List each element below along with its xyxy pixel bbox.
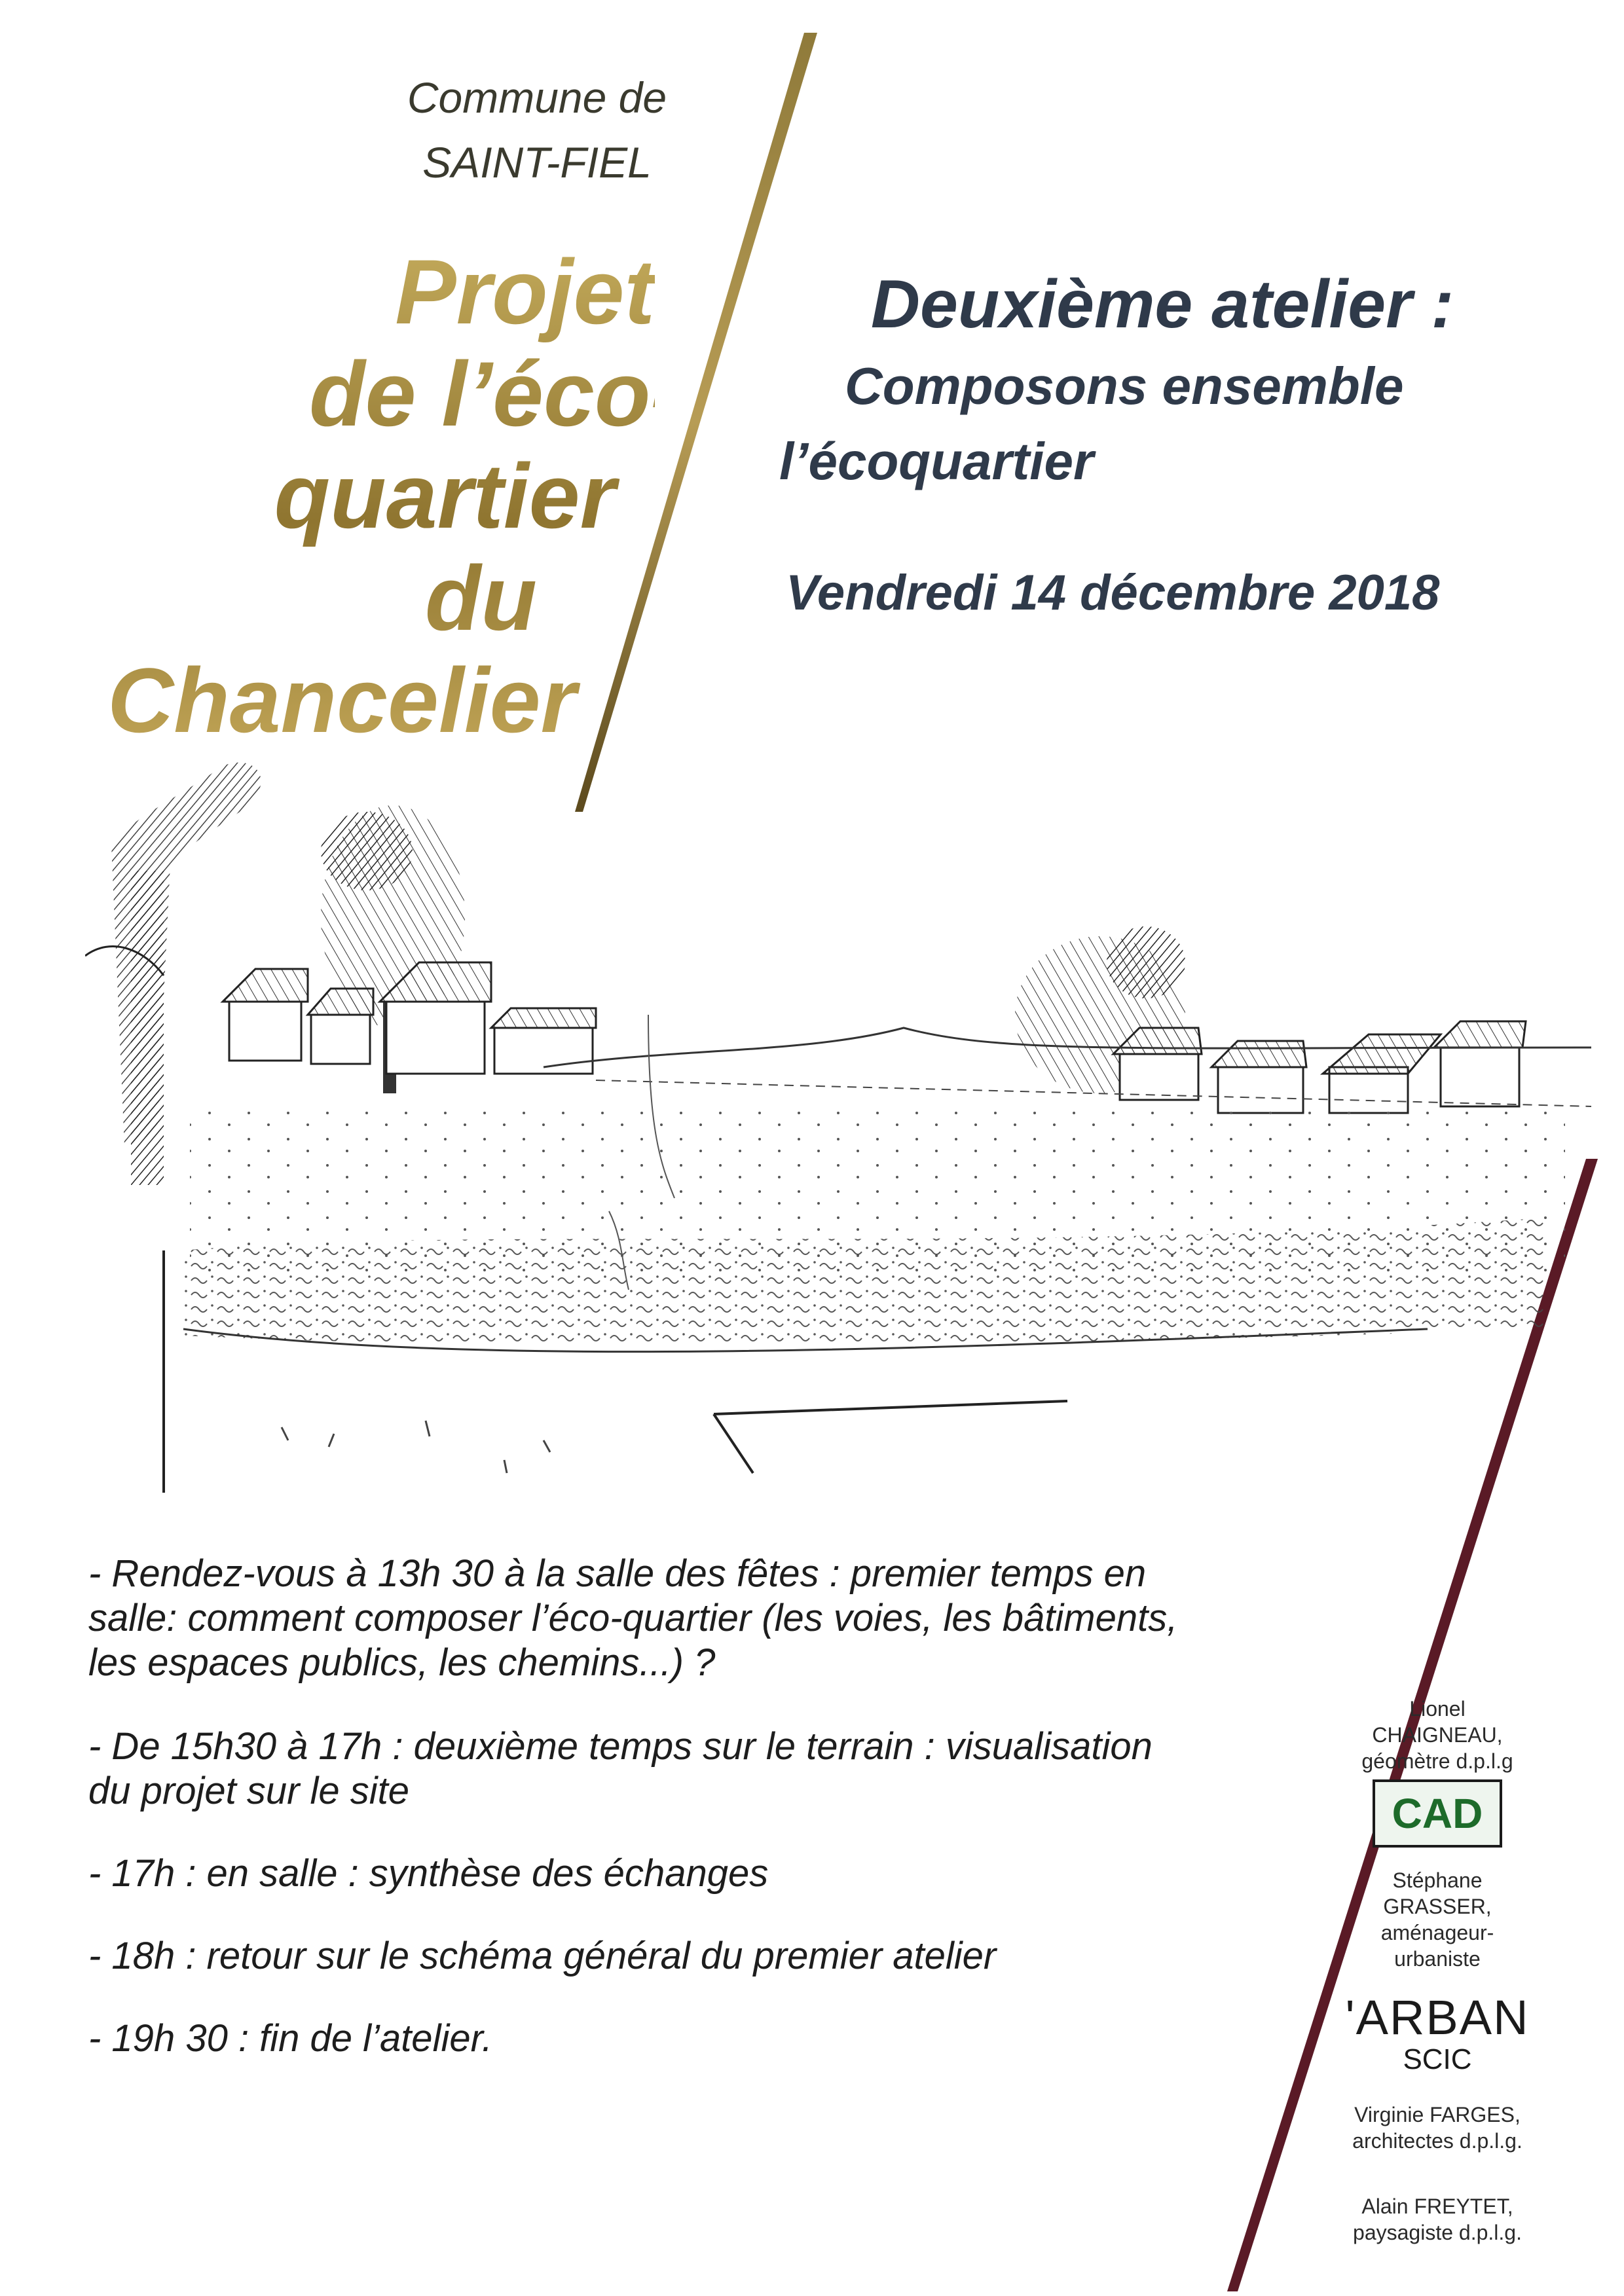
credit-2-lastname: GRASSER, [1383,1895,1492,1918]
project-title-line4: du [424,547,537,649]
credit-1-firstname: Lionel [1409,1697,1466,1721]
credits-block [1329,1696,1545,2246]
project-title-line1: Projet [395,240,655,343]
credit-4-name: Alain FREYTET, [1361,2195,1513,2218]
project-title [39,240,681,752]
commune-line2: SAINT-FIEL [422,138,652,187]
atelier-title: Deuxième atelier : [870,266,1454,342]
event-date: Vendredi 14 décembre 2018 [786,565,1440,621]
atelier-subtitle-line1: Composons ensemble [845,357,1404,415]
credit-4-role: paysagiste d.p.l.g. [1353,2221,1522,2244]
credit-1-role: géomètre d.p.l.g [1361,1749,1513,1773]
credit-2-role-line2: urbaniste [1394,1947,1481,1971]
program-item-4: - 18h : retour sur le schéma général du premier atelier [88,1935,997,1977]
credit-2-role-line1: aménageur- [1380,1921,1494,1944]
commune-line1: Commune de [407,73,667,122]
atelier-subtitle-line2: l’écoquartier [779,432,1094,490]
project-title-line3: quartier [274,445,616,547]
atelier-heading [766,262,1559,498]
credit-3-name: Virginie FARGES, [1354,2103,1521,2126]
arban-logo-subtitle: SCIC [1403,2043,1472,2075]
project-title-line5: Chancelier [107,649,576,752]
commune-header [282,65,792,195]
cad-logo: CAD [1373,1779,1502,1848]
program-item-5: - 19h 30 : fin de l’atelier. [88,2017,492,2060]
program-item-2: - De 15h30 à 17h : deuxième temps sur le terrain : visualisation du projet sur le site [88,1725,1153,1812]
credit-1-lastname: CHAIGNEAU, [1372,1723,1503,1747]
program-item-3: - 17h : en salle : synthèse des échanges [88,1852,769,1895]
arban-logo: 'ARBAN [1345,1990,1530,2045]
program-schedule [88,1552,1202,2099]
credit-3-role: architectes d.p.l.g. [1352,2129,1522,2153]
program-item-1: - Rendez-vous à 13h 30 à la salle des fêtes : premier temps en salle: comment composer l’éco-quartier (les voies, les bâtiments, les espaces publics, les chemins...) ? [88,1552,1178,1684]
project-title-line2: de l’éco- [309,342,681,445]
credit-2-firstname: Stéphane [1392,1868,1483,1892]
landscape-sketch-illustration [85,740,1624,1578]
